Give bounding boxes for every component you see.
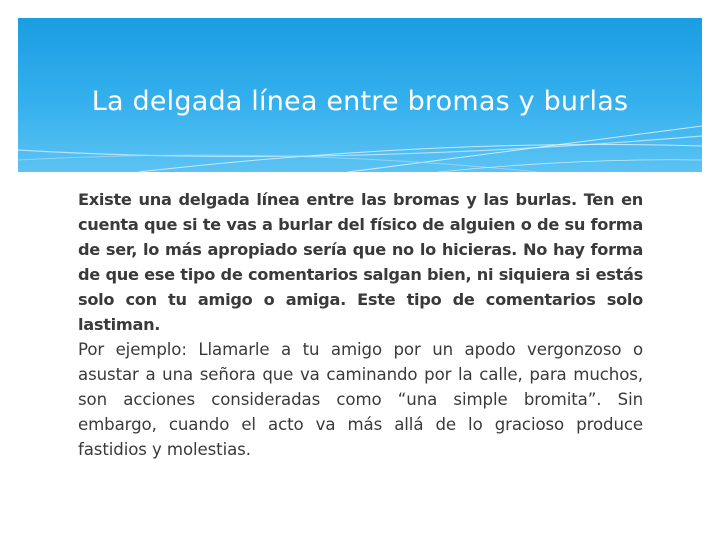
paragraph-intro: Existe una delgada línea entre las bromas y las burlas. Ten en cuenta que si te vas a burlar del físico de alguien o de su forma de ser, lo más apropiado sería que no lo hicieras. No hay forma de que ese tipo de comentarios salgan bien, ni siquiera si estás solo con tu amigo o amiga. Este tipo de comentarios solo lastiman. [78, 190, 643, 334]
paragraph-example: Por ejemplo: Llamarle a tu amigo por un apodo vergonzoso o asustar a una señora que va caminando por la calle, para muchos, son acciones consideradas como “una simple bromita”. Sin embargo, cuando el acto va más allá de lo gracioso produce fastidios y molestias. [78, 340, 643, 459]
slide-body [78, 187, 643, 462]
title-banner [18, 18, 702, 172]
slide-title: La delgada línea entre bromas y burlas [91, 86, 629, 117]
